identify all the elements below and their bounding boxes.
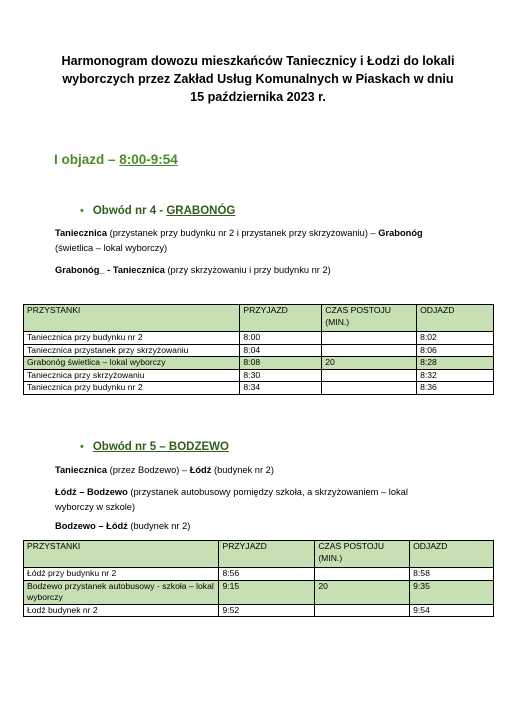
route-origin: Taniecznica: [55, 465, 108, 475]
title-line-1: Harmonogram dowozu mieszkańców Taniecznicy i Łodzi do lokali: [61, 54, 455, 68]
header-stops: PRZYSTANKI: [24, 541, 219, 568]
route-origin: Taniecznica: [55, 228, 108, 238]
title-line-2: wyborczych przez Zakład Usług Komunalnych w Piaskach w dniu: [62, 72, 454, 86]
cell-wait: 20: [315, 580, 410, 604]
cell-departure: 8:36: [417, 382, 494, 395]
header-stops: PRZYSTANKI: [24, 305, 240, 332]
cell-wait: [315, 604, 410, 617]
trip-prefix: I objazd –: [54, 152, 120, 167]
table-row: [24, 604, 494, 617]
table-row: [24, 332, 494, 345]
bullet-icon: •: [80, 441, 84, 453]
cell-arrival: 9:15: [219, 580, 315, 604]
circuit-heading-5: [80, 441, 229, 453]
table-row: [24, 382, 494, 395]
route-detail: (przez Bodzewo) –: [107, 465, 190, 475]
route-destination: Grabonóg: [378, 228, 423, 238]
table-row: [24, 568, 494, 581]
circuit-4-name: GRABONÓG: [166, 205, 236, 217]
cell-departure: 8:02: [417, 332, 494, 345]
circuit-5-route-3: [55, 519, 190, 534]
cell-stop: Łódź przy budynku nr 2: [24, 568, 219, 581]
table-row: [24, 344, 494, 357]
cell-stop: Bodzewo przystanek autobusowy - szkoła – lokal wyborczy: [24, 580, 219, 604]
table-row-highlighted: [24, 357, 494, 370]
route-origin: Bodzewo – Łódź: [55, 521, 128, 531]
trip-heading: [54, 152, 178, 167]
table-row: [24, 369, 494, 382]
header-arrival: PRZYJAZD: [219, 541, 315, 568]
cell-departure: 8:28: [417, 357, 494, 370]
cell-departure: 8:58: [410, 568, 494, 581]
cell-wait: [322, 382, 417, 395]
cell-arrival: 8:30: [240, 369, 322, 382]
cell-arrival: 8:08: [240, 357, 322, 370]
circuit-heading-4: [80, 205, 235, 217]
header-wait: CZAS POSTOJU (MIN.): [315, 541, 410, 568]
route-destination: Łódź: [189, 465, 212, 475]
cell-departure: 8:06: [417, 344, 494, 357]
document-title: [40, 52, 476, 106]
header-departure: ODJAZD: [410, 541, 494, 568]
cell-stop: Taniecznica przy budynku nr 2: [24, 332, 240, 345]
header-wait: CZAS POSTOJU (MIN.): [322, 305, 417, 332]
cell-arrival: 9:52: [219, 604, 315, 617]
cell-stop: Grabonóg świetlica – lokal wyborczy: [24, 357, 240, 370]
cell-stop: Taniecznica przy budynku nr 2: [24, 382, 240, 395]
cell-arrival: 8:04: [240, 344, 322, 357]
title-line-3: 15 października 2023 r.: [190, 90, 326, 104]
route-detail: (przy skrzyżowaniu i przy budynku nr 2): [164, 265, 331, 275]
cell-wait: [322, 344, 417, 357]
circuit-5-route-1: [55, 463, 274, 478]
route-detail: (przystanek przy budynku nr 2 i przystanek przy skrzyżowaniu) –: [107, 228, 379, 238]
route-detail: (przystanek autobusowy pomiędzy szkoła, a skrzyżowaniem – lokal: [127, 487, 408, 497]
route-origin: Łódź – Bodzewo: [55, 487, 128, 497]
table-row-highlighted: [24, 580, 494, 604]
header-arrival: PRZYJAZD: [240, 305, 322, 332]
cell-stop: Taniecznica przystanek przy skrzyżowaniu: [24, 344, 240, 357]
cell-arrival: 8:56: [219, 568, 315, 581]
trip-time: 8:00-9:54: [119, 152, 178, 167]
cell-wait: [322, 332, 417, 345]
header-departure: ODJAZD: [417, 305, 494, 332]
cell-departure: 9:54: [410, 604, 494, 617]
circuit-4-route-2: [55, 263, 331, 278]
schedule-table-5: [23, 540, 494, 617]
circuit-5-route-2: [55, 485, 475, 514]
route-tail: (budynek nr 2): [211, 465, 274, 475]
cell-wait: [315, 568, 410, 581]
cell-wait: [322, 369, 417, 382]
route-tail: wyborczy w szkole): [55, 501, 136, 512]
circuit-4-label: Obwód nr 4 -: [92, 205, 167, 217]
cell-stop: Łodź budynek nr 2: [24, 604, 219, 617]
circuit-5-name: Obwód nr 5 – BODZEWO: [92, 441, 229, 453]
cell-stop: Taniecznica przy skrzyżowaniu: [24, 369, 240, 382]
cell-departure: 9:35: [410, 580, 494, 604]
route-origin: Grabonóg_ - Taniecznica: [55, 265, 165, 275]
schedule-table-4: [23, 304, 494, 395]
circuit-4-route-1: [55, 226, 475, 255]
cell-arrival: 8:34: [240, 382, 322, 395]
cell-wait: 20: [322, 357, 417, 370]
cell-arrival: 8:00: [240, 332, 322, 345]
bullet-icon: •: [80, 205, 84, 217]
route-tail: (świetlica – lokal wyborczy): [55, 242, 168, 253]
route-detail: (budynek nr 2): [127, 521, 191, 531]
cell-departure: 8:32: [417, 369, 494, 382]
